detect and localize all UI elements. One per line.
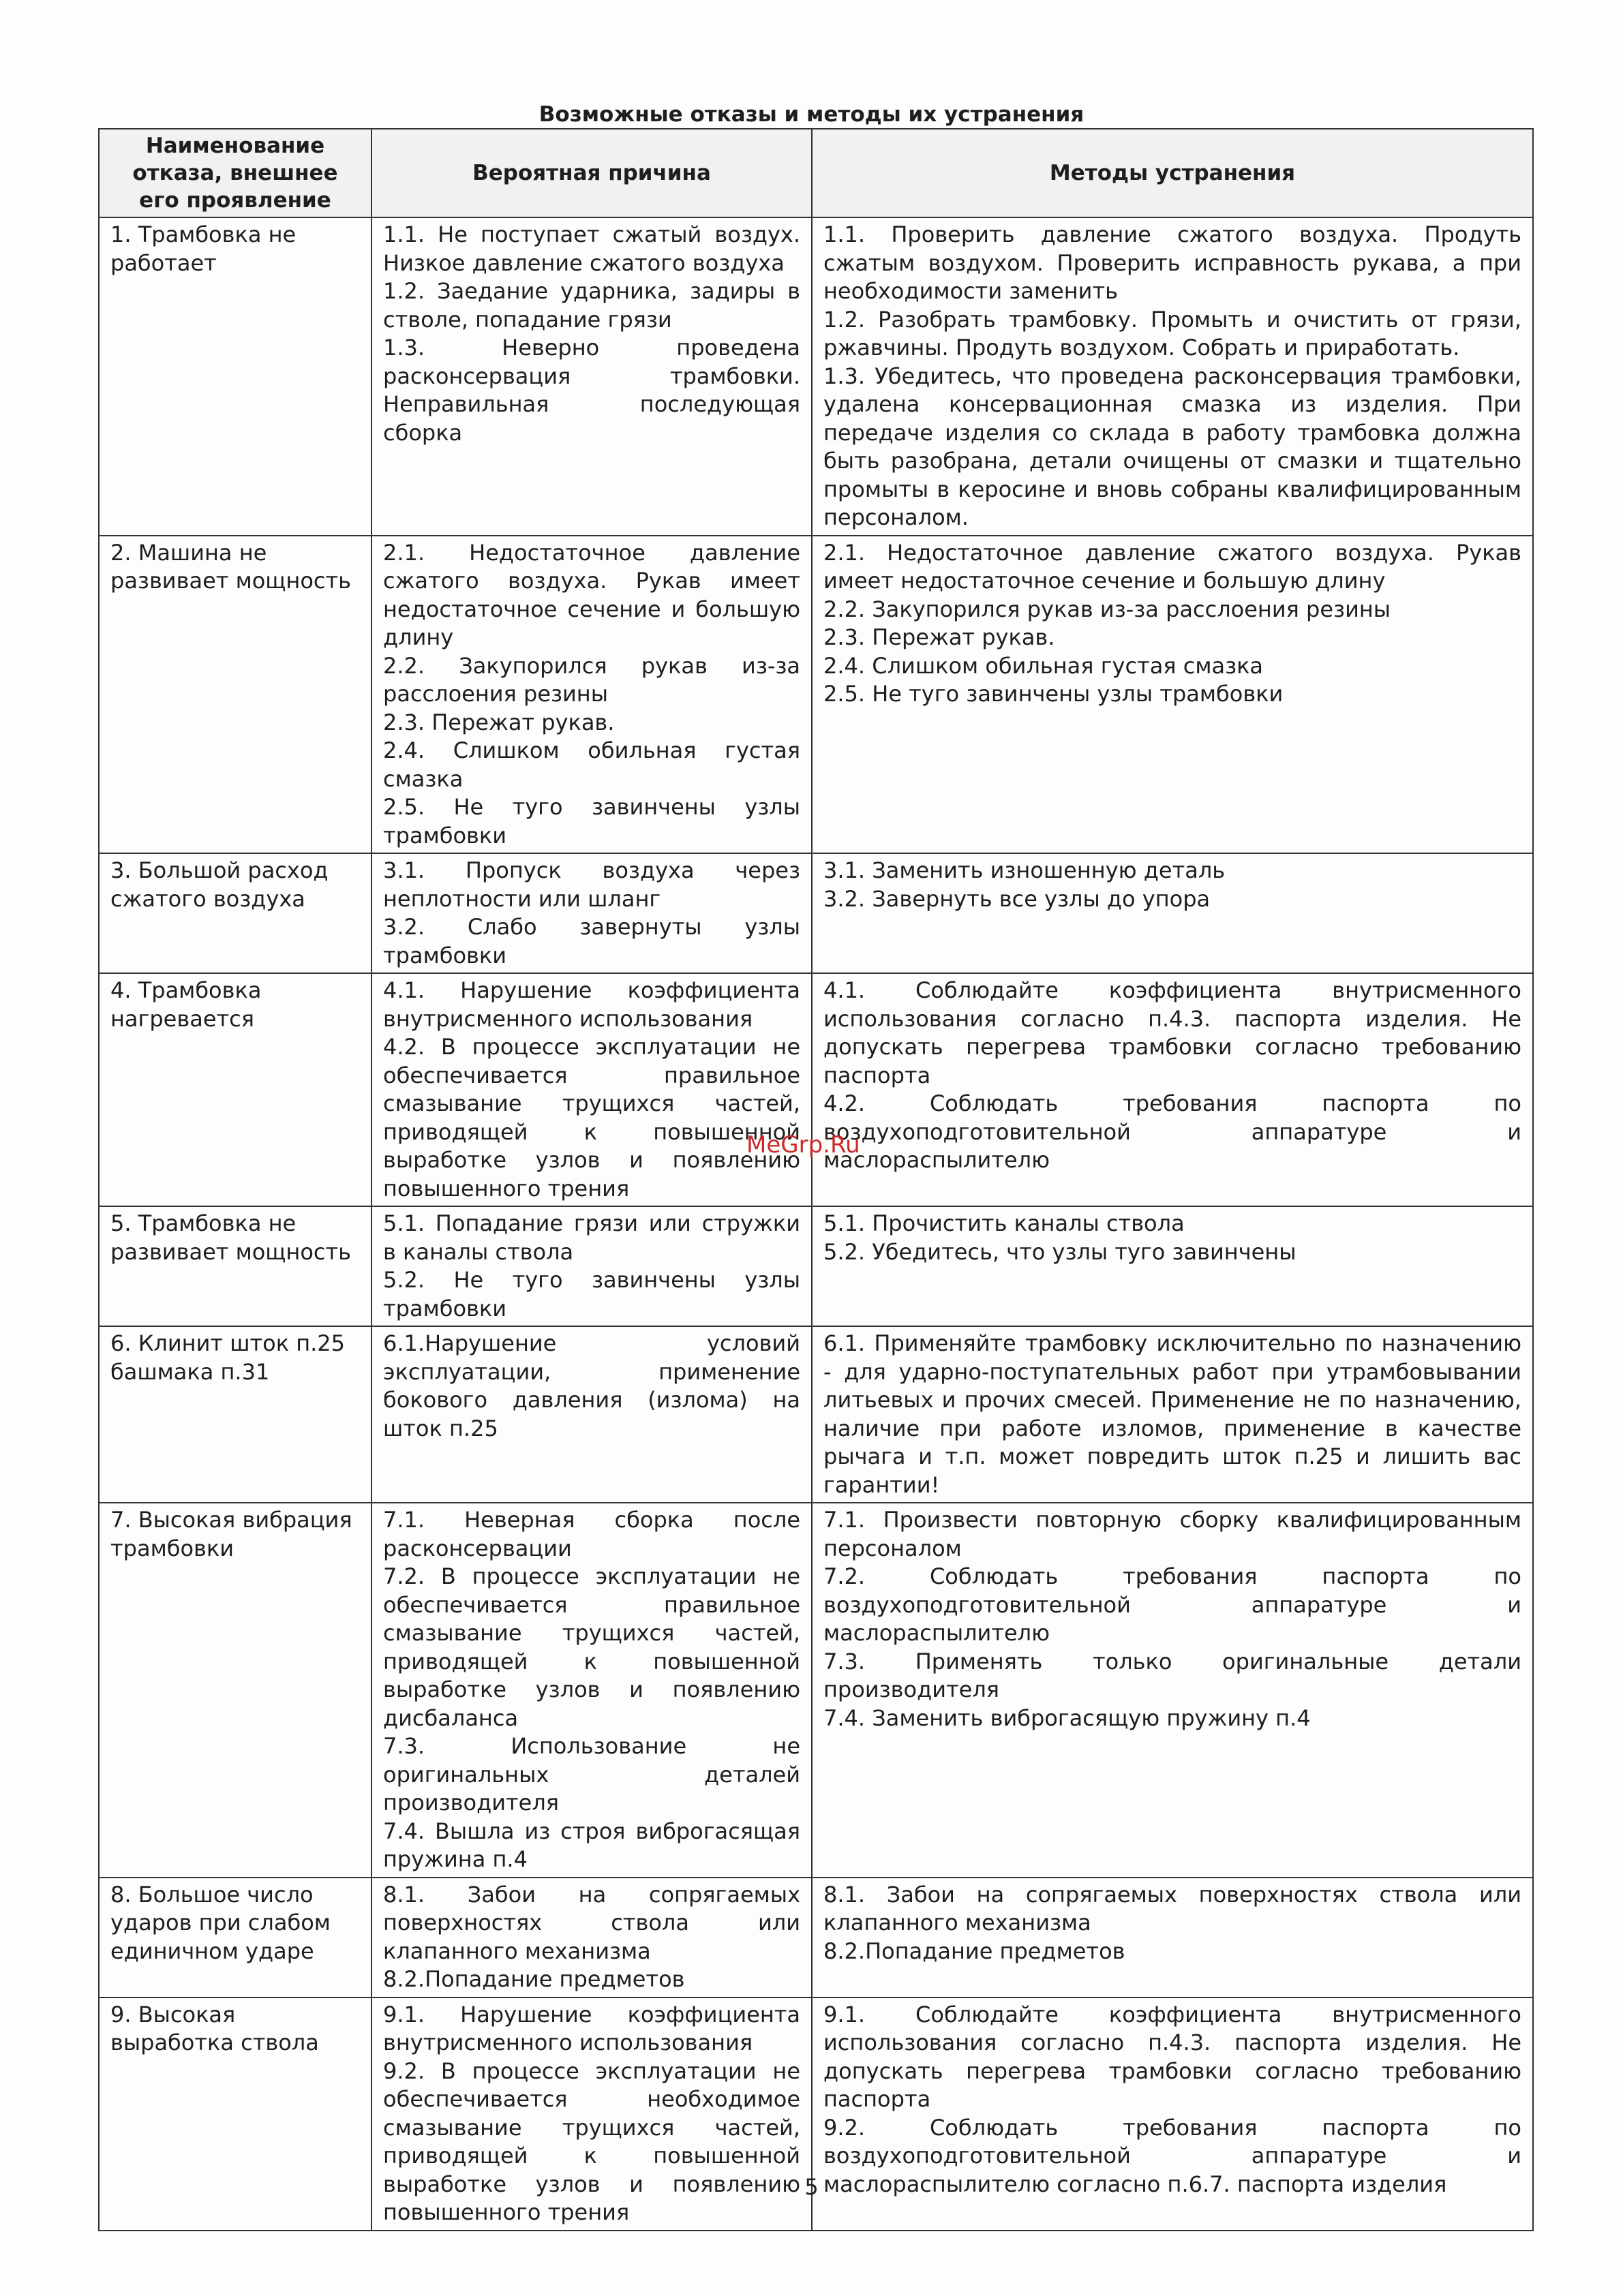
remedy-cell	[812, 1206, 1533, 1326]
header-remedy: Методы устранения	[812, 129, 1533, 217]
remedy-item: 7.1. Произвести повторную сборку квалифицированным персоналом	[823, 1507, 1521, 1561]
cause-item: 1.1. Не поступает сжатый воздух. Низкое давление сжатого воздуха	[383, 221, 800, 276]
remedy-cell	[812, 1503, 1533, 1878]
remedy-item: 8.2.Попадание предметов	[823, 1938, 1125, 1964]
table-row	[99, 536, 1533, 854]
remedy-item: 8.1. Забои на сопрягаемых поверхностях ствола или клапанного механизма	[823, 1881, 1521, 1935]
cause-item: 7.4. Вышла из строя виброгасящая пружина п.4	[383, 1818, 800, 1872]
remedy-item: 9.1. Соблюдайте коэффициента внутрисменного использования согласно п.4.3. паспорта изделия. Не допускать перегрева трамбовки согласно требованию паспорта	[823, 2001, 1521, 2112]
remedy-cell	[812, 973, 1533, 1206]
cause-item: 7.2. В процессе эксплуатации не обеспечивается правильное смазывание трущихся частей, приводящей к повышенной выработке узлов и появлению дисбаланса	[383, 1563, 800, 1731]
cause-item: 1.2. Заедание ударника, задиры в стволе, попадание грязи	[383, 278, 800, 333]
fault-name-cell: 3. Большой расход сжатого воздуха	[99, 853, 371, 973]
remedy-item: 3.2. Завернуть все узлы до упора	[823, 885, 1211, 912]
remedy-item: 2.3. Пережат рукав.	[823, 624, 1055, 650]
remedy-cell	[812, 536, 1533, 854]
cause-item: 2.3. Пережат рукав.	[383, 709, 615, 735]
remedy-item: 4.2. Соблюдать требования паспорта по воздухоподготовительной аппаратуре и маслораспылителю	[823, 1090, 1521, 1173]
table-row	[99, 1206, 1533, 1326]
cause-cell	[371, 217, 812, 536]
remedy-item: 5.2. Убедитесь, что узлы туго завинчены	[823, 1238, 1296, 1265]
remedy-item: 6.1. Применяйте трамбовку исключительно по назначению - для ударно-поступательных работ при утрамбовывании литьевых и прочих смесей. Применение не по назначению, наличие при работе изломов, применение в качестве рычага и т.п. может повредить шток п.25 и лишить вас гарантии!	[823, 1330, 1521, 1498]
cause-item: 4.2. В процессе эксплуатации не обеспечивается правильное смазывание трущихся частей, приводящей к повышенной выработке узлов и появлению повышенного трения	[383, 1034, 800, 1201]
table-row	[99, 973, 1533, 1206]
cause-item: 2.1. Недостаточное давление сжатого воздуха. Рукав имеет недостаточное сечение и большую длину	[383, 539, 800, 650]
fault-name-cell: 2. Машина не развивает мощность	[99, 536, 371, 854]
cause-item: 8.1. Забои на сопрягаемых поверхностях ствола или клапанного механизма	[383, 1881, 800, 1964]
remedy-item: 2.1. Недостаточное давление сжатого воздуха. Рукав имеет недостаточное сечение и большую длину	[823, 539, 1521, 594]
page-number: 5	[804, 2174, 819, 2200]
cause-item: 9.1. Нарушение коэффициента внутрисменного использования	[383, 2001, 800, 2055]
table-header-row	[99, 129, 1533, 217]
cause-item: 3.1. Пропуск воздуха через неплотности или шланг	[383, 857, 800, 912]
table-row	[99, 1326, 1533, 1503]
remedy-item: 7.4. Заменить виброгасящую пружину п.4	[823, 1704, 1311, 1731]
remedy-item: 1.1. Проверить давление сжатого воздуха. Продуть сжатым воздухом. Проверить исправность рукава, а при необходимости заменить	[823, 221, 1521, 304]
page-title: Возможные отказы и методы их устранения	[539, 102, 1084, 127]
cause-item: 2.2. Закупорился рукав из-за расслоения резины	[383, 652, 800, 707]
header-cause: Вероятная причина	[371, 129, 812, 217]
table-row	[99, 1503, 1533, 1878]
cause-item: 3.2. Слабо завернуты узлы трамбовки	[383, 914, 800, 968]
cause-item: 1.3. Неверно проведена расконсервация трамбовки. Неправильная последующая сборка	[383, 335, 800, 446]
remedy-item: 7.2. Соблюдать требования паспорта по воздухоподготовительной аппаратуре и маслораспылителю	[823, 1563, 1521, 1646]
cause-item: 2.5. Не туго завинчены узлы трамбовки	[383, 794, 800, 848]
remedy-item: 9.2. Соблюдать требования паспорта по воздухоподготовительной аппаратуре и маслораспылителю согласно п.6.7. паспорта изделия	[823, 2114, 1521, 2197]
fault-name-cell: 1. Трамбовка не работает	[99, 217, 371, 536]
table-row	[99, 1878, 1533, 1997]
fault-name-cell: 8. Большое число ударов при слабом единичном ударе	[99, 1878, 371, 1997]
table-row	[99, 853, 1533, 973]
remedy-item: 5.1. Прочистить каналы ствола	[823, 1210, 1185, 1236]
table-row	[99, 217, 1533, 536]
remedy-item: 2.2. Закупорился рукав из-за расслоения резины	[823, 596, 1391, 622]
cause-cell	[371, 853, 812, 973]
faults-table	[98, 128, 1534, 2231]
remedy-item: 7.3. Применять только оригинальные детали производителя	[823, 1648, 1521, 1702]
cause-cell	[371, 973, 812, 1206]
fault-name-cell: 5. Трамбовка не развивает мощность	[99, 1206, 371, 1326]
watermark: MeGrp.Ru	[746, 1131, 860, 1159]
remedy-item: 2.5. Не туго завинчены узлы трамбовки	[823, 681, 1284, 707]
remedy-item: 2.4. Слишком обильная густая смазка	[823, 652, 1264, 679]
cause-item: 9.2. В процессе эксплуатации не обеспечивается необходимое смазывание трущихся частей, приводящей к повышенной выработке узлов и появлению повышенного трения	[383, 2057, 800, 2225]
cause-item: 4.1. Нарушение коэффициента внутрисменного использования	[383, 977, 800, 1032]
cause-cell	[371, 536, 812, 854]
cause-cell	[371, 1326, 812, 1503]
fault-name-cell: 6. Клинит шток п.25 башмака п.31	[99, 1326, 371, 1503]
remedy-item: 4.1. Соблюдайте коэффициента внутрисменного использования согласно п.4.3. паспорта изделия. Не допускать перегрева трамбовки согласно требованию паспорта	[823, 977, 1521, 1088]
cause-item: 5.2. Не туго завинчены узлы трамбовки	[383, 1267, 800, 1321]
cause-item: 2.4. Слишком обильная густая смазка	[383, 737, 800, 792]
table-body	[99, 217, 1533, 2231]
cause-cell	[371, 1503, 812, 1878]
remedy-item: 1.2. Разобрать трамбовку. Промыть и очистить от грязи, ржавчины. Продуть воздухом. Собрать и приработать.	[823, 306, 1521, 361]
cause-cell	[371, 1206, 812, 1326]
cause-item: 8.2.Попадание предметов	[383, 1966, 685, 1992]
cause-item: 7.3. Использование не оригинальных деталей производителя	[383, 1733, 800, 1816]
fault-name-cell: 4. Трамбовка нагревается	[99, 973, 371, 1206]
remedy-cell	[812, 1326, 1533, 1503]
cause-cell	[371, 1878, 812, 1997]
remedy-cell	[812, 853, 1533, 973]
remedy-cell	[812, 217, 1533, 536]
fault-name-cell: 9. Высокая выработка ствола	[99, 1997, 371, 2231]
cause-item: 5.1. Попадание грязи или стружки в каналы ствола	[383, 1210, 800, 1265]
remedy-cell	[812, 1878, 1533, 1997]
header-fault: Наименование отказа, внешнее его проявление	[99, 129, 371, 217]
remedy-item: 3.1. Заменить изношенную деталь	[823, 857, 1226, 883]
fault-name-cell: 7. Высокая вибрация трамбовки	[99, 1503, 371, 1878]
cause-item: 6.1.Нарушение условий эксплуатации, применение бокового давления (излома) на шток п.25	[383, 1330, 800, 1441]
cause-item: 7.1. Неверная сборка после расконсервации	[383, 1507, 800, 1561]
remedy-item: 1.3. Убедитесь, что проведена расконсервация трамбовки, удалена консервационная смазка из изделия. При передаче изделия со склада в работу трамбовка должна быть разобрана, детали очищены от смазки и тщательно промыты в керосине и вновь собраны квалифицированным персоналом.	[823, 363, 1521, 530]
